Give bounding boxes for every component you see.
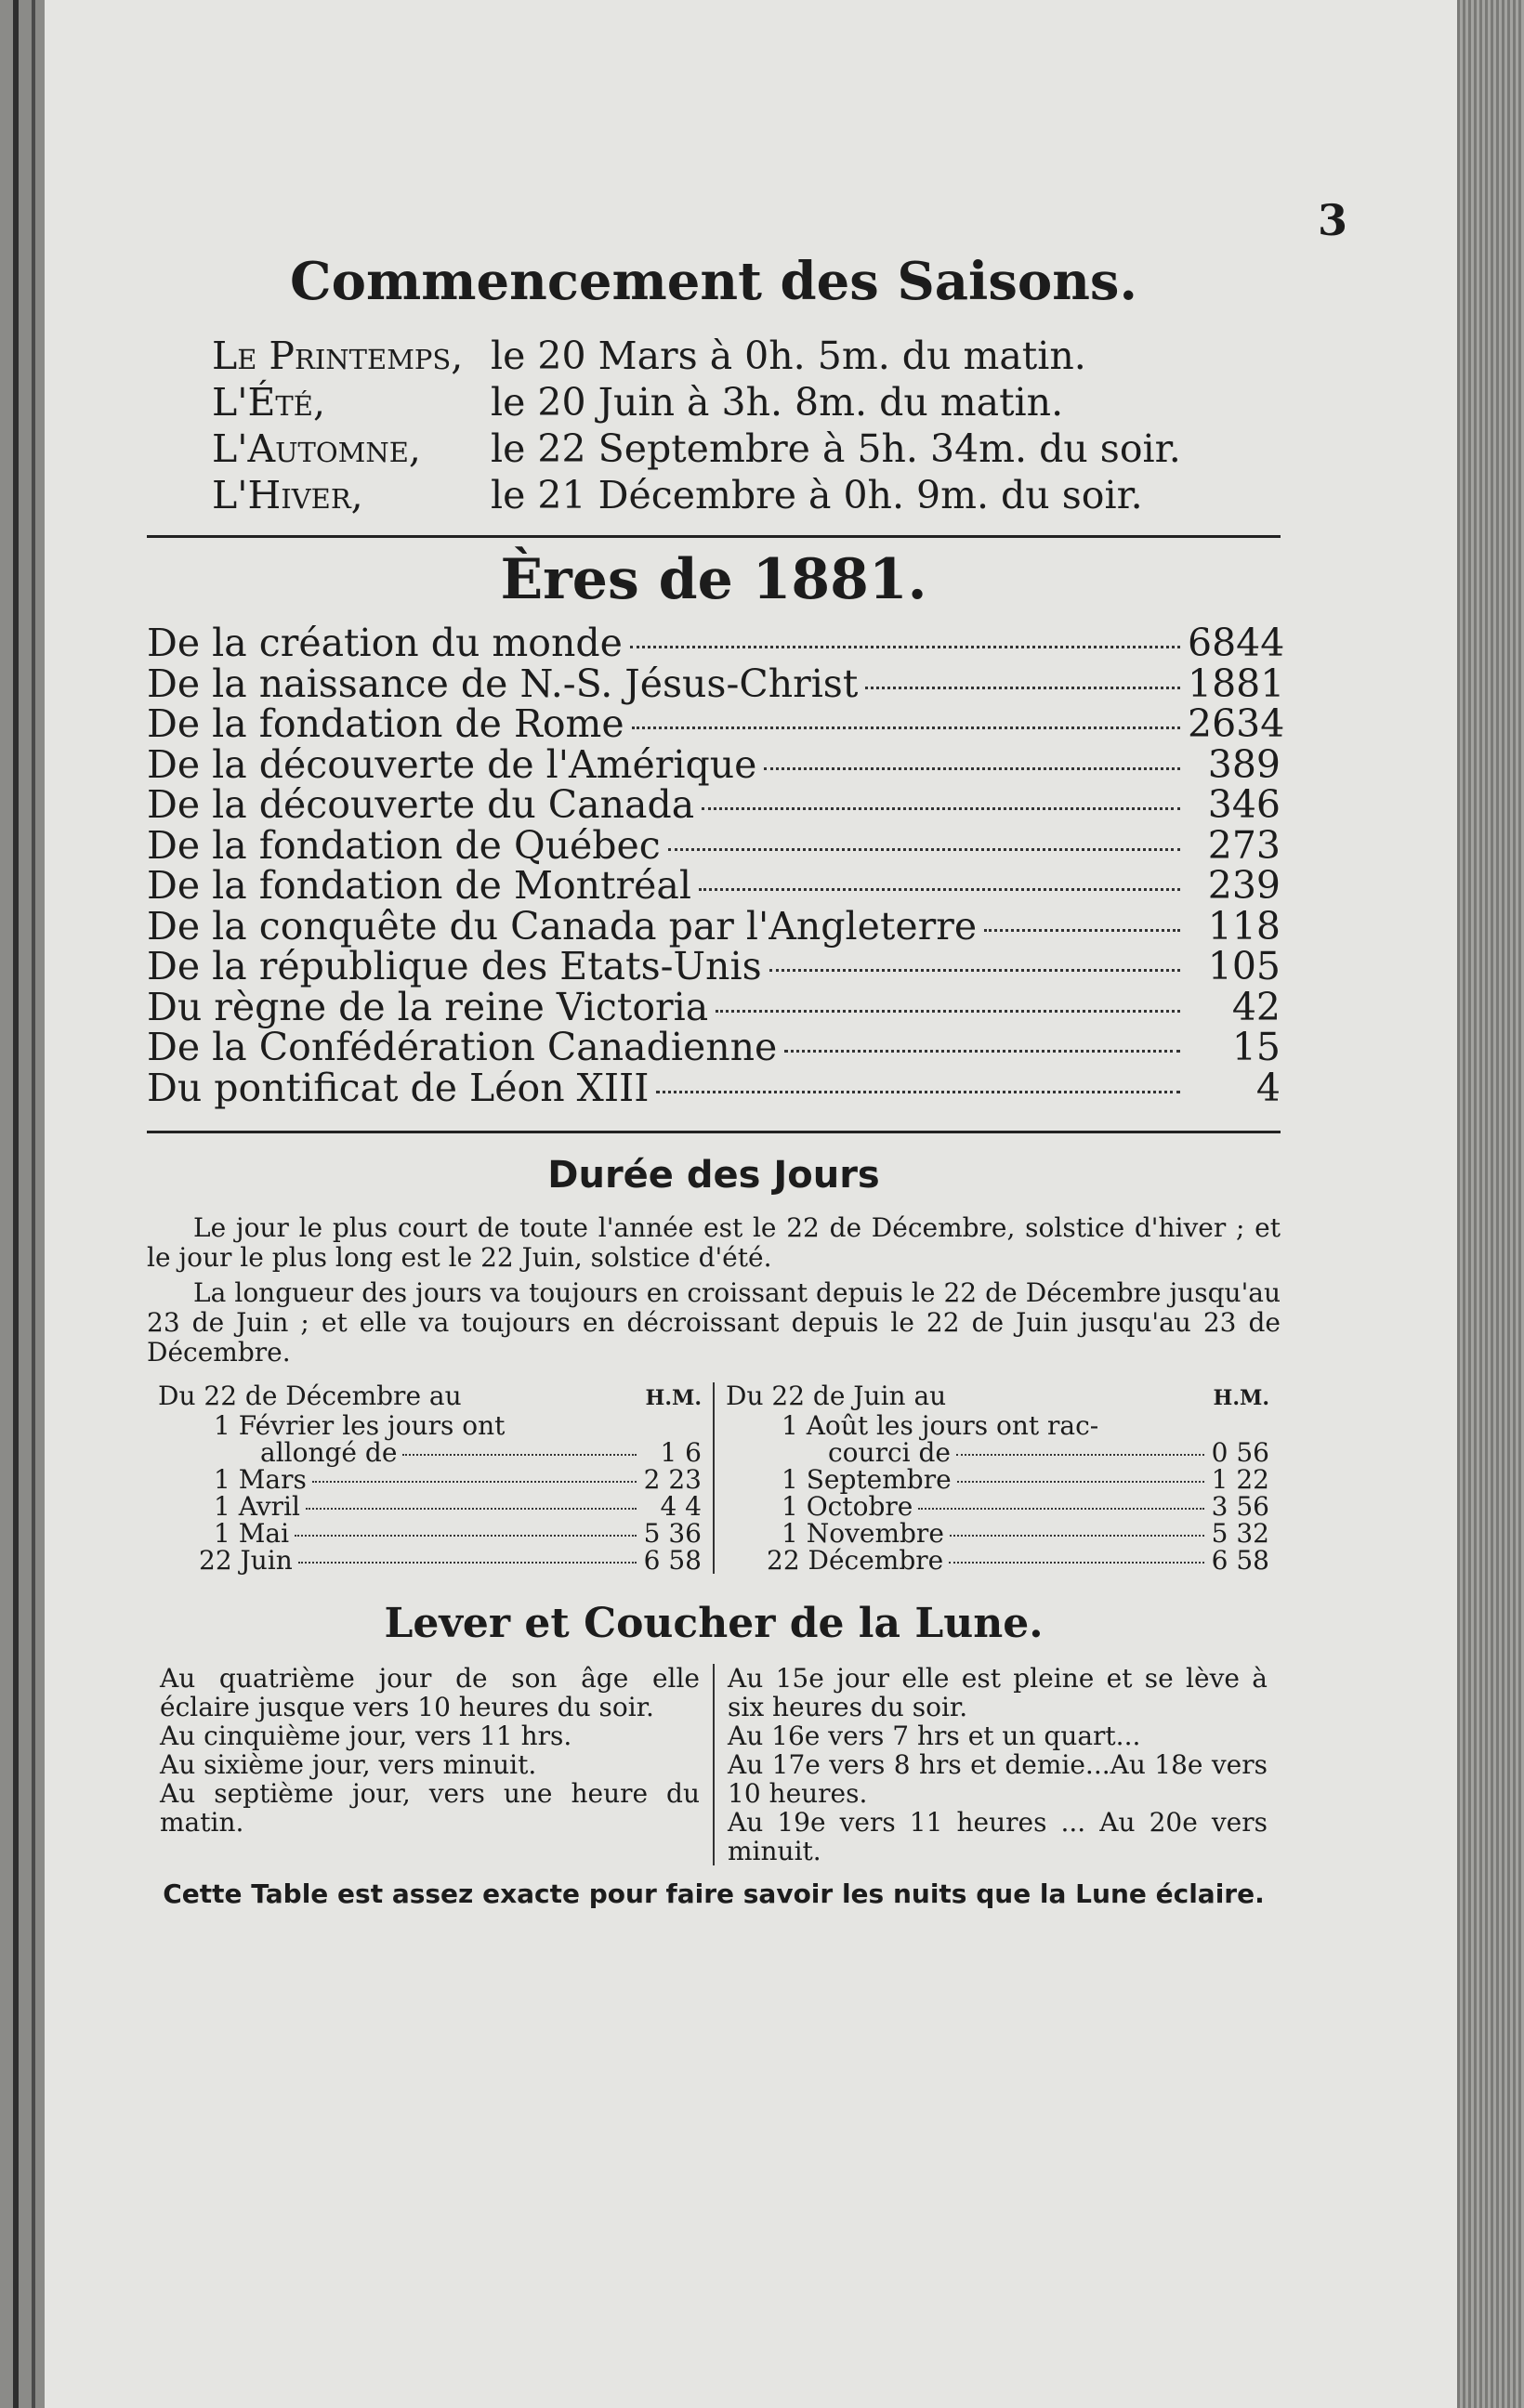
list-item	[147, 1065, 1281, 1110]
era-label: De la fondation de Montréal	[147, 863, 691, 908]
divider	[147, 535, 1281, 538]
row-label: 1 Avril	[214, 1491, 300, 1522]
leader-dots	[630, 646, 1180, 648]
season-row	[147, 379, 1281, 425]
era-label: De la découverte du Canada	[147, 782, 695, 827]
era-label: De la création du monde	[147, 621, 623, 665]
leader-dots	[984, 929, 1180, 932]
era-value: 15	[1231, 1025, 1281, 1069]
era-value: 118	[1207, 903, 1281, 949]
moon-entry: Au septième jour, vers une heure du matin.	[160, 1778, 700, 1838]
moon-entry: Au cinquième jour, vers 11 hrs.	[160, 1721, 572, 1751]
era-value: 346	[1207, 782, 1281, 827]
moon-title: Lever et Coucher de la Lune.	[384, 1600, 1044, 1647]
leader-dots	[957, 1481, 1204, 1483]
eras-title: Ères de 1881.	[500, 547, 927, 612]
leader-dots	[769, 969, 1180, 972]
table-row	[158, 1547, 702, 1574]
era-label: De la Confédération Canadienne	[147, 1025, 778, 1069]
season-row	[147, 333, 1281, 379]
era-label: Du pontificat de Léon XIII	[147, 1065, 650, 1110]
leader-dots	[306, 1508, 637, 1510]
leader-dots	[784, 1050, 1180, 1053]
days-table-left	[147, 1382, 715, 1574]
row-value: 5 32	[1211, 1518, 1269, 1549]
moon-entry: Au 19e vers 11 heures ... Au 20e vers minuit.	[728, 1807, 1268, 1866]
season-date: le 21 Décembre à 0h. 9m. du soir.	[491, 473, 1143, 517]
season-date: le 20 Mars à 0h. 5m. du matin.	[491, 334, 1086, 378]
list-item	[147, 782, 1281, 827]
table-row	[726, 1493, 1269, 1520]
row-label: 1 Novembre	[782, 1518, 944, 1549]
almanac-page	[45, 0, 1457, 2408]
leader-dots	[918, 1508, 1204, 1510]
leader-dots	[865, 687, 1180, 689]
season-name: L'Automne,	[212, 426, 421, 471]
leader-dots	[632, 726, 1180, 729]
leader-dots	[949, 1562, 1204, 1564]
era-value: 239	[1207, 863, 1281, 908]
table-row	[158, 1520, 702, 1547]
days-text	[147, 1213, 1281, 1368]
row-value: 4 4	[660, 1491, 702, 1522]
leader-dots	[656, 1091, 1180, 1093]
moon-entry: Au 15e jour elle est pleine et se lève à six heures du soir.	[728, 1663, 1268, 1722]
row-label: 1 Octobre	[782, 1491, 913, 1522]
season-date: le 22 Septembre à 5h. 34m. du soir.	[491, 426, 1181, 471]
leader-dots	[702, 807, 1180, 810]
row-label: 1 Mars	[214, 1464, 307, 1495]
leader-dots	[402, 1454, 637, 1456]
row-value: 5 36	[643, 1518, 702, 1549]
moon-table	[147, 1664, 1281, 1865]
season-date: le 20 Juin à 3h. 8m. du matin.	[491, 380, 1064, 425]
table-row	[158, 1439, 702, 1466]
list-item	[147, 701, 1285, 746]
leader-dots	[956, 1454, 1204, 1456]
row-label: 1 Mai	[214, 1518, 290, 1549]
era-value: 105	[1207, 944, 1281, 988]
page-content	[147, 251, 1285, 1909]
list-item	[147, 621, 1285, 665]
table-row: 1 Août les jours ont rac-	[782, 1410, 1099, 1441]
moon-footer: Cette Table est assez exacte pour faire savoir les nuits que la Lune éclaire.	[163, 1878, 1265, 1909]
moon-entry: Au sixième jour, vers minuit.	[160, 1749, 537, 1780]
table-head	[158, 1382, 702, 1412]
table-head	[726, 1382, 1269, 1412]
days-table-right	[715, 1382, 1281, 1574]
leader-dots	[950, 1535, 1204, 1537]
table-head-label: Du 22 de Juin au	[726, 1381, 947, 1411]
era-value: 42	[1231, 984, 1281, 1029]
era-value: 389	[1207, 741, 1281, 787]
days-paragraph: La longueur des jours va toujours en croissant depuis le 22 de Décembre jusqu'au 23 de Juin ; et elle va toujours en décroissant depuis le 22 de Juin jusqu'au 23 de Décembre.	[147, 1277, 1281, 1368]
row-value: 6 58	[643, 1545, 702, 1576]
list-item	[147, 984, 1281, 1029]
season-name: L'Été,	[212, 380, 325, 425]
row-label: 22 Juin	[199, 1545, 293, 1576]
leader-dots	[699, 888, 1180, 891]
leader-dots	[312, 1481, 637, 1483]
list-item	[147, 741, 1281, 787]
row-label: courci de	[828, 1437, 951, 1468]
list-item	[147, 1027, 1281, 1068]
table-row	[726, 1466, 1269, 1493]
table-row	[158, 1493, 702, 1520]
days-table	[147, 1382, 1281, 1574]
table-row	[158, 1466, 702, 1493]
seasons-list	[147, 333, 1281, 518]
list-item	[147, 944, 1281, 988]
era-value: 6844	[1188, 621, 1285, 665]
row-value: 1 22	[1211, 1464, 1269, 1495]
era-label: De la découverte de l'Amérique	[147, 741, 757, 787]
table-row	[726, 1439, 1269, 1466]
list-item	[147, 903, 1281, 949]
row-value: 0 56	[1211, 1437, 1269, 1468]
era-label: De la fondation de Québec	[147, 822, 661, 868]
list-item	[147, 661, 1285, 706]
season-name: L'Hiver,	[212, 473, 363, 517]
era-value: 273	[1207, 822, 1281, 868]
table-row: 1 Février les jours ont	[214, 1410, 506, 1441]
era-value: 1881	[1188, 661, 1285, 706]
era-label: De la fondation de Rome	[147, 701, 624, 746]
days-paragraph: Le jour le plus court de toute l'année est le 22 de Décembre, solstice d'hiver ; et le jour le plus long est le 22 Juin, solstice d'été.	[147, 1212, 1281, 1273]
moon-right	[715, 1664, 1281, 1865]
era-value: 4	[1255, 1065, 1281, 1110]
row-label: allongé de	[260, 1437, 398, 1468]
season-row	[147, 472, 1281, 518]
moon-entry: Au 17e vers 8 hrs et demie...Au 18e vers 10 heures.	[728, 1749, 1268, 1809]
era-label: De la conquête du Canada par l'Angleterre	[147, 903, 978, 949]
moon-left	[147, 1664, 715, 1865]
era-label: De la naissance de N.-S. Jésus-Christ	[147, 661, 859, 706]
leader-dots	[716, 1010, 1180, 1013]
table-head-label: Du 22 de Décembre au	[158, 1381, 462, 1411]
leader-dots	[764, 767, 1180, 770]
era-label: De la république des Etats-Unis	[147, 944, 762, 988]
seasons-title: Commencement des Saisons.	[290, 251, 1137, 312]
season-row	[147, 425, 1281, 472]
row-value: 6 58	[1211, 1545, 1269, 1576]
row-value: 3 56	[1211, 1491, 1269, 1522]
leader-dots	[668, 848, 1180, 851]
era-label: Du règne de la reine Victoria	[147, 984, 709, 1029]
leader-dots	[295, 1535, 637, 1537]
hm-label: H.M.	[645, 1386, 702, 1410]
days-title: Durée des Jours	[547, 1154, 880, 1197]
hm-label: H.M.	[1213, 1386, 1269, 1410]
season-name: Le Printemps,	[212, 334, 464, 378]
row-label: 1 Septembre	[782, 1464, 952, 1495]
list-item	[147, 822, 1281, 868]
row-label: 22 Décembre	[767, 1545, 944, 1576]
leader-dots	[298, 1562, 637, 1564]
eras-list	[147, 621, 1285, 1110]
row-value: 1 6	[660, 1437, 702, 1468]
era-value: 2634	[1188, 701, 1285, 746]
page-stack-edge	[1457, 0, 1524, 2408]
list-item	[147, 863, 1281, 908]
table-row	[726, 1547, 1269, 1574]
moon-entry: Au 16e vers 7 hrs et un quart...	[728, 1721, 1141, 1751]
divider	[147, 1131, 1281, 1133]
table-row	[726, 1520, 1269, 1547]
row-value: 2 23	[643, 1464, 702, 1495]
page-number: 3	[1317, 195, 1347, 245]
moon-entry: Au quatrième jour de son âge elle éclaire jusque vers 10 heures du soir.	[160, 1663, 700, 1722]
binding-edge	[0, 0, 45, 2408]
